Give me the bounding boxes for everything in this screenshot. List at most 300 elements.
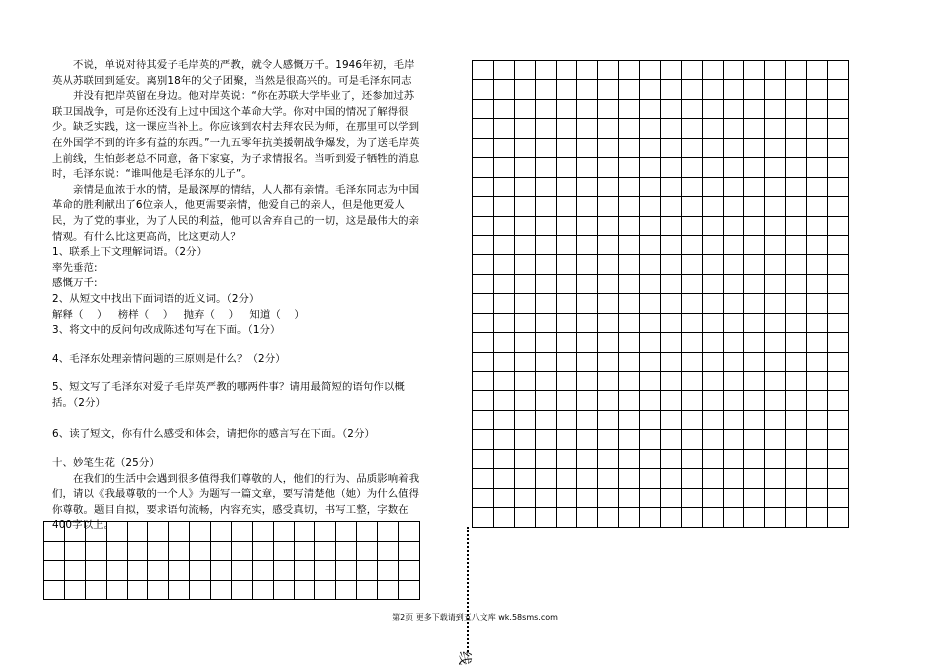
- grid-cell[interactable]: [619, 430, 640, 449]
- grid-cell[interactable]: [494, 100, 515, 119]
- grid-cell[interactable]: [807, 294, 828, 313]
- grid-cell[interactable]: [682, 469, 703, 488]
- grid-cell[interactable]: [557, 411, 578, 430]
- grid-cell[interactable]: [786, 255, 807, 274]
- grid-cell[interactable]: [494, 80, 515, 99]
- grid-cell[interactable]: [640, 508, 661, 527]
- grid-cell[interactable]: [682, 255, 703, 274]
- grid-cell[interactable]: [744, 61, 765, 80]
- grid-cell[interactable]: [557, 489, 578, 508]
- grid-cell[interactable]: [765, 430, 786, 449]
- grid-cell[interactable]: [295, 561, 316, 581]
- grid-cell[interactable]: [473, 119, 494, 138]
- grid-cell[interactable]: [661, 489, 682, 508]
- grid-cell[interactable]: [577, 489, 598, 508]
- grid-cell[interactable]: [169, 522, 190, 542]
- grid-cell[interactable]: [807, 489, 828, 508]
- grid-cell[interactable]: [807, 139, 828, 158]
- grid-cell[interactable]: [640, 119, 661, 138]
- grid-cell[interactable]: [536, 469, 557, 488]
- grid-cell[interactable]: [557, 236, 578, 255]
- grid-cell[interactable]: [828, 294, 849, 313]
- grid-cell[interactable]: [744, 411, 765, 430]
- grid-cell[interactable]: [494, 197, 515, 216]
- grid-cell[interactable]: [598, 158, 619, 177]
- grid-cell[interactable]: [682, 178, 703, 197]
- grid-cell[interactable]: [703, 178, 724, 197]
- grid-cell[interactable]: [682, 139, 703, 158]
- grid-cell[interactable]: [682, 314, 703, 333]
- grid-cell[interactable]: [765, 391, 786, 410]
- grid-cell[interactable]: [536, 158, 557, 177]
- grid-cell[interactable]: [494, 450, 515, 469]
- grid-cell[interactable]: [515, 217, 536, 236]
- grid-cell[interactable]: [724, 100, 745, 119]
- grid-cell[interactable]: [598, 61, 619, 80]
- grid-cell[interactable]: [577, 469, 598, 488]
- grid-cell[interactable]: [828, 469, 849, 488]
- grid-cell[interactable]: [274, 561, 295, 581]
- grid-cell[interactable]: [765, 333, 786, 352]
- grid-cell[interactable]: [765, 294, 786, 313]
- grid-cell[interactable]: [807, 100, 828, 119]
- grid-cell[interactable]: [515, 80, 536, 99]
- grid-cell[interactable]: [724, 333, 745, 352]
- grid-cell[interactable]: [128, 581, 149, 601]
- grid-cell[interactable]: [274, 522, 295, 542]
- grid-cell[interactable]: [473, 391, 494, 410]
- grid-cell[interactable]: [515, 353, 536, 372]
- grid-cell[interactable]: [598, 100, 619, 119]
- grid-cell[interactable]: [232, 581, 253, 601]
- grid-cell[interactable]: [619, 294, 640, 313]
- grid-cell[interactable]: [357, 581, 378, 601]
- grid-cell[interactable]: [661, 61, 682, 80]
- grid-cell[interactable]: [536, 450, 557, 469]
- grid-cell[interactable]: [786, 469, 807, 488]
- grid-cell[interactable]: [619, 158, 640, 177]
- grid-cell[interactable]: [515, 333, 536, 352]
- grid-cell[interactable]: [253, 561, 274, 581]
- grid-cell[interactable]: [661, 430, 682, 449]
- grid-cell[interactable]: [536, 61, 557, 80]
- grid-cell[interactable]: [744, 139, 765, 158]
- grid-cell[interactable]: [724, 353, 745, 372]
- grid-cell[interactable]: [682, 333, 703, 352]
- grid-cell[interactable]: [577, 275, 598, 294]
- grid-cell[interactable]: [807, 314, 828, 333]
- grid-cell[interactable]: [577, 450, 598, 469]
- grid-cell[interactable]: [107, 561, 128, 581]
- grid-cell[interactable]: [86, 581, 107, 601]
- grid-cell[interactable]: [828, 333, 849, 352]
- grid-cell[interactable]: [765, 100, 786, 119]
- grid-cell[interactable]: [828, 489, 849, 508]
- grid-cell[interactable]: [786, 450, 807, 469]
- grid-cell[interactable]: [557, 430, 578, 449]
- grid-cell[interactable]: [473, 197, 494, 216]
- grid-cell[interactable]: [86, 522, 107, 542]
- grid-cell[interactable]: [640, 353, 661, 372]
- grid-cell[interactable]: [786, 197, 807, 216]
- grid-cell[interactable]: [494, 236, 515, 255]
- grid-cell[interactable]: [828, 119, 849, 138]
- grid-cell[interactable]: [515, 178, 536, 197]
- grid-cell[interactable]: [515, 314, 536, 333]
- grid-cell[interactable]: [661, 411, 682, 430]
- grid-cell[interactable]: [494, 139, 515, 158]
- grid-cell[interactable]: [682, 372, 703, 391]
- grid-cell[interactable]: [536, 197, 557, 216]
- grid-cell[interactable]: [44, 522, 65, 542]
- grid-cell[interactable]: [807, 80, 828, 99]
- grid-cell[interactable]: [536, 178, 557, 197]
- grid-cell[interactable]: [598, 255, 619, 274]
- grid-cell[interactable]: [598, 508, 619, 527]
- grid-cell[interactable]: [744, 508, 765, 527]
- grid-cell[interactable]: [765, 178, 786, 197]
- grid-cell[interactable]: [640, 100, 661, 119]
- grid-cell[interactable]: [786, 236, 807, 255]
- grid-cell[interactable]: [473, 489, 494, 508]
- grid-cell[interactable]: [786, 158, 807, 177]
- grid-cell[interactable]: [786, 100, 807, 119]
- grid-cell[interactable]: [744, 197, 765, 216]
- grid-cell[interactable]: [577, 139, 598, 158]
- grid-cell[interactable]: [786, 411, 807, 430]
- grid-cell[interactable]: [536, 508, 557, 527]
- grid-cell[interactable]: [515, 61, 536, 80]
- grid-cell[interactable]: [828, 372, 849, 391]
- grid-cell[interactable]: [807, 508, 828, 527]
- grid-cell[interactable]: [807, 158, 828, 177]
- grid-cell[interactable]: [724, 469, 745, 488]
- grid-cell[interactable]: [598, 353, 619, 372]
- grid-cell[interactable]: [65, 522, 86, 542]
- grid-cell[interactable]: [828, 80, 849, 99]
- grid-cell[interactable]: [577, 430, 598, 449]
- grid-cell[interactable]: [640, 372, 661, 391]
- grid-cell[interactable]: [494, 353, 515, 372]
- grid-cell[interactable]: [682, 353, 703, 372]
- grid-cell[interactable]: [190, 561, 211, 581]
- grid-cell[interactable]: [661, 119, 682, 138]
- grid-cell[interactable]: [661, 178, 682, 197]
- grid-cell[interactable]: [828, 275, 849, 294]
- grid-cell[interactable]: [598, 430, 619, 449]
- grid-cell[interactable]: [807, 391, 828, 410]
- grid-cell[interactable]: [473, 236, 494, 255]
- grid-cell[interactable]: [107, 542, 128, 562]
- grid-cell[interactable]: [598, 294, 619, 313]
- grid-cell[interactable]: [357, 542, 378, 562]
- grid-cell[interactable]: [598, 314, 619, 333]
- grid-cell[interactable]: [598, 450, 619, 469]
- grid-cell[interactable]: [557, 255, 578, 274]
- grid-cell[interactable]: [807, 430, 828, 449]
- grid-cell[interactable]: [494, 489, 515, 508]
- grid-cell[interactable]: [765, 489, 786, 508]
- grid-cell[interactable]: [724, 411, 745, 430]
- grid-cell[interactable]: [807, 275, 828, 294]
- grid-cell[interactable]: [148, 542, 169, 562]
- grid-cell[interactable]: [807, 411, 828, 430]
- grid-cell[interactable]: [494, 119, 515, 138]
- grid-cell[interactable]: [399, 581, 420, 601]
- grid-cell[interactable]: [515, 372, 536, 391]
- grid-cell[interactable]: [807, 119, 828, 138]
- grid-cell[interactable]: [682, 489, 703, 508]
- grid-cell[interactable]: [515, 450, 536, 469]
- grid-cell[interactable]: [148, 561, 169, 581]
- grid-cell[interactable]: [169, 581, 190, 601]
- grid-cell[interactable]: [786, 61, 807, 80]
- grid-cell[interactable]: [315, 522, 336, 542]
- grid-cell[interactable]: [640, 178, 661, 197]
- grid-cell[interactable]: [619, 372, 640, 391]
- grid-cell[interactable]: [515, 100, 536, 119]
- grid-cell[interactable]: [494, 508, 515, 527]
- grid-cell[interactable]: [557, 178, 578, 197]
- grid-cell[interactable]: [744, 333, 765, 352]
- grid-cell[interactable]: [807, 178, 828, 197]
- grid-cell[interactable]: [661, 100, 682, 119]
- grid-cell[interactable]: [807, 236, 828, 255]
- grid-cell[interactable]: [724, 489, 745, 508]
- grid-cell[interactable]: [577, 197, 598, 216]
- grid-cell[interactable]: [661, 372, 682, 391]
- grid-cell[interactable]: [494, 372, 515, 391]
- grid-cell[interactable]: [190, 581, 211, 601]
- grid-cell[interactable]: [807, 217, 828, 236]
- grid-cell[interactable]: [473, 469, 494, 488]
- grid-cell[interactable]: [765, 372, 786, 391]
- grid-cell[interactable]: [295, 542, 316, 562]
- grid-cell[interactable]: [86, 542, 107, 562]
- grid-cell[interactable]: [557, 119, 578, 138]
- grid-cell[interactable]: [536, 255, 557, 274]
- grid-cell[interactable]: [557, 450, 578, 469]
- grid-cell[interactable]: [765, 197, 786, 216]
- grid-cell[interactable]: [274, 581, 295, 601]
- grid-cell[interactable]: [494, 255, 515, 274]
- grid-cell[interactable]: [724, 158, 745, 177]
- grid-cell[interactable]: [211, 522, 232, 542]
- grid-cell[interactable]: [661, 275, 682, 294]
- grid-cell[interactable]: [661, 80, 682, 99]
- grid-cell[interactable]: [828, 178, 849, 197]
- grid-cell[interactable]: [536, 100, 557, 119]
- grid-cell[interactable]: [828, 430, 849, 449]
- grid-cell[interactable]: [515, 508, 536, 527]
- grid-cell[interactable]: [682, 508, 703, 527]
- grid-cell[interactable]: [378, 522, 399, 542]
- grid-cell[interactable]: [619, 236, 640, 255]
- grid-cell[interactable]: [473, 217, 494, 236]
- grid-cell[interactable]: [473, 275, 494, 294]
- grid-cell[interactable]: [65, 581, 86, 601]
- grid-cell[interactable]: [682, 236, 703, 255]
- grid-cell[interactable]: [682, 158, 703, 177]
- grid-cell[interactable]: [703, 372, 724, 391]
- grid-cell[interactable]: [577, 294, 598, 313]
- grid-cell[interactable]: [536, 372, 557, 391]
- grid-cell[interactable]: [724, 236, 745, 255]
- grid-cell[interactable]: [128, 522, 149, 542]
- grid-cell[interactable]: [703, 353, 724, 372]
- grid-cell[interactable]: [577, 80, 598, 99]
- grid-cell[interactable]: [744, 430, 765, 449]
- grid-cell[interactable]: [494, 158, 515, 177]
- grid-cell[interactable]: [744, 217, 765, 236]
- grid-cell[interactable]: [619, 178, 640, 197]
- grid-cell[interactable]: [598, 119, 619, 138]
- grid-cell[interactable]: [724, 450, 745, 469]
- grid-cell[interactable]: [473, 100, 494, 119]
- grid-cell[interactable]: [744, 489, 765, 508]
- grid-cell[interactable]: [724, 430, 745, 449]
- grid-cell[interactable]: [828, 100, 849, 119]
- grid-cell[interactable]: [211, 542, 232, 562]
- grid-cell[interactable]: [661, 353, 682, 372]
- grid-cell[interactable]: [598, 80, 619, 99]
- grid-cell[interactable]: [399, 522, 420, 542]
- grid-cell[interactable]: [494, 411, 515, 430]
- grid-cell[interactable]: [682, 430, 703, 449]
- grid-cell[interactable]: [744, 353, 765, 372]
- grid-cell[interactable]: [661, 197, 682, 216]
- grid-cell[interactable]: [640, 61, 661, 80]
- grid-cell[interactable]: [536, 391, 557, 410]
- grid-cell[interactable]: [619, 217, 640, 236]
- grid-cell[interactable]: [744, 236, 765, 255]
- grid-cell[interactable]: [515, 294, 536, 313]
- grid-cell[interactable]: [44, 581, 65, 601]
- grid-cell[interactable]: [536, 489, 557, 508]
- grid-cell[interactable]: [515, 255, 536, 274]
- grid-cell[interactable]: [786, 430, 807, 449]
- grid-cell[interactable]: [577, 508, 598, 527]
- grid-cell[interactable]: [828, 255, 849, 274]
- grid-cell[interactable]: [828, 450, 849, 469]
- grid-cell[interactable]: [494, 430, 515, 449]
- grid-cell[interactable]: [515, 197, 536, 216]
- grid-cell[interactable]: [598, 236, 619, 255]
- grid-cell[interactable]: [786, 508, 807, 527]
- grid-cell[interactable]: [619, 469, 640, 488]
- grid-cell[interactable]: [765, 275, 786, 294]
- grid-cell[interactable]: [253, 581, 274, 601]
- grid-cell[interactable]: [640, 469, 661, 488]
- grid-cell[interactable]: [640, 197, 661, 216]
- grid-cell[interactable]: [765, 353, 786, 372]
- grid-cell[interactable]: [703, 80, 724, 99]
- grid-cell[interactable]: [703, 100, 724, 119]
- grid-cell[interactable]: [724, 508, 745, 527]
- grid-cell[interactable]: [577, 178, 598, 197]
- grid-cell[interactable]: [536, 294, 557, 313]
- grid-cell[interactable]: [536, 430, 557, 449]
- grid-cell[interactable]: [807, 469, 828, 488]
- grid-cell[interactable]: [682, 450, 703, 469]
- grid-cell[interactable]: [828, 314, 849, 333]
- grid-cell[interactable]: [473, 508, 494, 527]
- grid-cell[interactable]: [169, 542, 190, 562]
- grid-cell[interactable]: [253, 522, 274, 542]
- grid-cell[interactable]: [619, 314, 640, 333]
- grid-cell[interactable]: [682, 411, 703, 430]
- grid-cell[interactable]: [619, 61, 640, 80]
- grid-cell[interactable]: [786, 489, 807, 508]
- grid-cell[interactable]: [577, 61, 598, 80]
- grid-cell[interactable]: [473, 353, 494, 372]
- grid-cell[interactable]: [744, 450, 765, 469]
- grid-cell[interactable]: [765, 469, 786, 488]
- grid-cell[interactable]: [148, 581, 169, 601]
- grid-cell[interactable]: [515, 430, 536, 449]
- grid-cell[interactable]: [536, 314, 557, 333]
- grid-cell[interactable]: [744, 158, 765, 177]
- grid-cell[interactable]: [619, 119, 640, 138]
- grid-cell[interactable]: [536, 80, 557, 99]
- grid-cell[interactable]: [190, 542, 211, 562]
- grid-cell[interactable]: [598, 333, 619, 352]
- grid-cell[interactable]: [724, 275, 745, 294]
- writing-grid-left[interactable]: [43, 521, 420, 600]
- grid-cell[interactable]: [577, 353, 598, 372]
- grid-cell[interactable]: [703, 197, 724, 216]
- grid-cell[interactable]: [724, 372, 745, 391]
- grid-cell[interactable]: [619, 353, 640, 372]
- grid-cell[interactable]: [807, 61, 828, 80]
- grid-cell[interactable]: [786, 217, 807, 236]
- grid-cell[interactable]: [148, 522, 169, 542]
- grid-cell[interactable]: [744, 294, 765, 313]
- grid-cell[interactable]: [598, 469, 619, 488]
- grid-cell[interactable]: [703, 430, 724, 449]
- grid-cell[interactable]: [473, 430, 494, 449]
- grid-cell[interactable]: [724, 197, 745, 216]
- grid-cell[interactable]: [765, 236, 786, 255]
- grid-cell[interactable]: [703, 469, 724, 488]
- grid-cell[interactable]: [577, 236, 598, 255]
- grid-cell[interactable]: [295, 522, 316, 542]
- grid-cell[interactable]: [473, 139, 494, 158]
- grid-cell[interactable]: [640, 158, 661, 177]
- grid-cell[interactable]: [661, 391, 682, 410]
- grid-cell[interactable]: [232, 561, 253, 581]
- grid-cell[interactable]: [640, 236, 661, 255]
- grid-cell[interactable]: [619, 139, 640, 158]
- grid-cell[interactable]: [807, 450, 828, 469]
- grid-cell[interactable]: [786, 333, 807, 352]
- grid-cell[interactable]: [44, 542, 65, 562]
- grid-cell[interactable]: [724, 61, 745, 80]
- grid-cell[interactable]: [724, 314, 745, 333]
- grid-cell[interactable]: [515, 119, 536, 138]
- grid-cell[interactable]: [661, 508, 682, 527]
- grid-cell[interactable]: [661, 217, 682, 236]
- grid-cell[interactable]: [640, 255, 661, 274]
- grid-cell[interactable]: [232, 522, 253, 542]
- grid-cell[interactable]: [86, 561, 107, 581]
- grid-cell[interactable]: [807, 255, 828, 274]
- grid-cell[interactable]: [744, 314, 765, 333]
- grid-cell[interactable]: [557, 61, 578, 80]
- grid-cell[interactable]: [765, 508, 786, 527]
- grid-cell[interactable]: [619, 411, 640, 430]
- grid-cell[interactable]: [765, 61, 786, 80]
